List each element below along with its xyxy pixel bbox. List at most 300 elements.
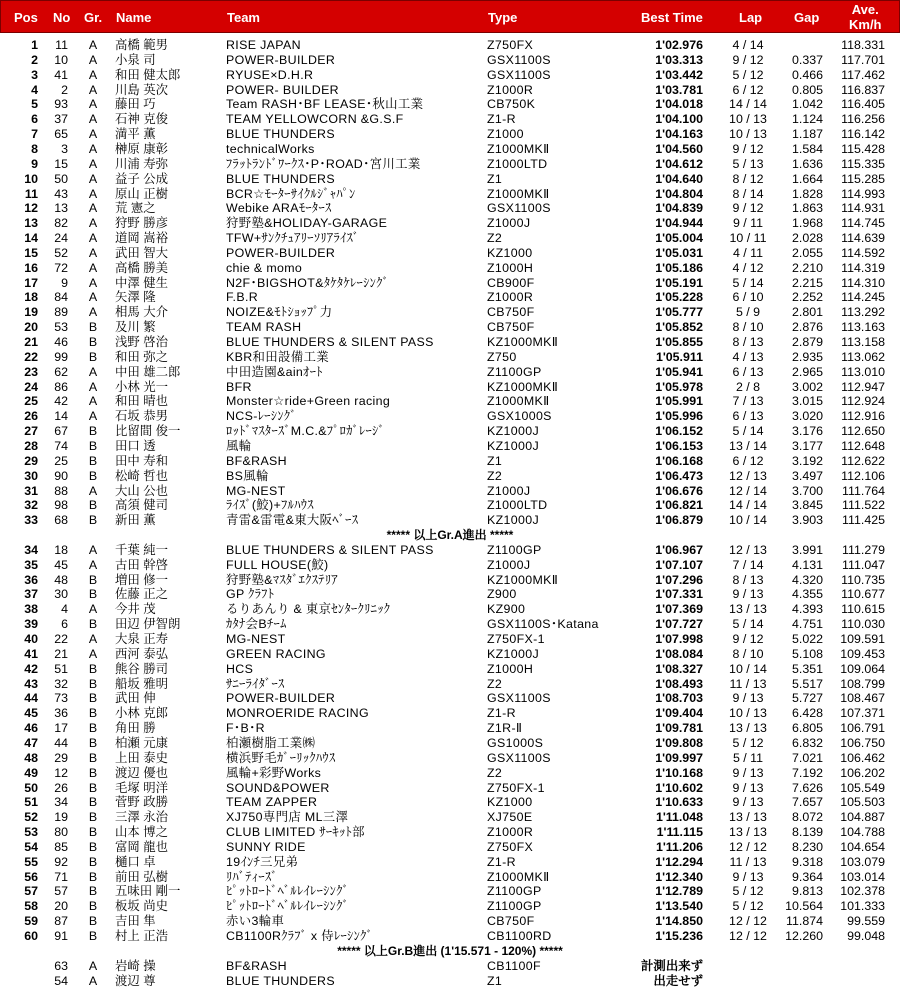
table-row [0, 662, 900, 677]
cell-team: ﾗｲｽﾞ(鮫)+ﾌﾙﾊｳｽ [226, 498, 314, 513]
cell-gap: 8.139 [791, 825, 823, 840]
cell-name: 前田 弘樹 [115, 869, 169, 884]
cell-name: 満平 薫 [115, 127, 156, 142]
cell-gap: 2.801 [791, 305, 823, 320]
table-row [0, 721, 900, 736]
cell-no: 29 [54, 750, 68, 765]
cell-pos: 10 [24, 171, 38, 186]
cell-gr: B [88, 735, 98, 750]
cell-ave: 112.650 [841, 424, 885, 439]
cell-team: POWER- BUILDER [226, 82, 339, 97]
cell-no: 42 [54, 394, 68, 409]
cell-type: Z1000H [487, 661, 534, 676]
cell-name: 上田 泰史 [115, 750, 169, 765]
table-row [0, 691, 900, 706]
cell-pos: 37 [24, 587, 38, 602]
cell-name: 西河 泰弘 [115, 646, 169, 661]
cell-gr: A [88, 171, 98, 186]
cell-type: CB750F [487, 305, 535, 320]
cell-best: 1'06.879 [655, 513, 703, 528]
cell-no: 34 [54, 795, 68, 810]
cell-pos: 11 [24, 186, 38, 201]
cell-type: GSX1100S [487, 691, 551, 706]
cell-ave: 99.048 [847, 929, 885, 943]
cell-gap: 4.320 [791, 572, 823, 587]
cell-team: RISE JAPAN [226, 38, 301, 52]
cell-team: BLUE THUNDERS [226, 973, 335, 988]
table-row [0, 246, 900, 261]
cell-lap: 8 / 10 [732, 320, 764, 335]
cell-team: SUNNY RIDE [226, 839, 306, 854]
cell-gap: 1.584 [791, 141, 823, 156]
cell-no: 41 [54, 67, 68, 82]
cell-name: 田中 寿和 [115, 453, 169, 468]
cell-name: 川浦 寿弥 [115, 156, 169, 171]
cell-best: 1'06.967 [655, 542, 703, 557]
cell-gr: B [88, 513, 98, 528]
cell-type: Z2 [487, 676, 503, 691]
cell-lap: 6 / 12 [732, 453, 764, 468]
cell-pos: 52 [24, 810, 38, 825]
cell-no: 99 [54, 349, 68, 364]
cell-ave: 114.639 [841, 231, 885, 246]
cell-lap: 6 / 13 [732, 409, 764, 424]
table-row [0, 914, 900, 929]
cell-gr: B [88, 424, 98, 439]
cell-pos: 58 [24, 899, 38, 914]
cell-team: BLUE THUNDERS [226, 127, 335, 142]
cell-name: 榊原 康彰 [115, 141, 169, 156]
cell-name: 浅野 啓治 [115, 335, 169, 349]
cell-gr: B [88, 929, 98, 943]
cell-gr: A [88, 82, 98, 97]
cell-lap: 14 / 14 [729, 97, 767, 112]
cell-ave: 117.462 [841, 67, 885, 82]
table-row [0, 394, 900, 409]
cell-name: 狩野 勝彦 [115, 216, 169, 231]
cell-best: 1'05.004 [655, 231, 703, 246]
cell-name: 岩崎 操 [115, 958, 156, 973]
cell-pos: 44 [24, 691, 38, 706]
cell-gap: 3.002 [791, 379, 823, 394]
cell-no: 18 [54, 542, 68, 557]
cell-name: 増田 修一 [115, 572, 169, 587]
cell-team: 狩野塾&HOLIDAY-GARAGE [226, 216, 388, 231]
cell-team: F･B･R [226, 721, 265, 736]
cell-lap: 10 / 13 [729, 127, 767, 142]
cell-ave: 114.592 [841, 245, 885, 260]
cell-gr: A [88, 245, 98, 260]
cell-team: 青雷&雷電&東大阪ﾍﾞｰｽ [226, 513, 359, 528]
table-row [0, 781, 900, 796]
cell-team: BFR [226, 379, 252, 394]
cell-no: 44 [54, 735, 68, 750]
cell-lap: 8 / 14 [732, 186, 764, 201]
cell-gr: A [88, 602, 98, 617]
table-row [0, 855, 900, 870]
cell-gr: B [88, 468, 98, 483]
cell-pos: 25 [24, 394, 38, 409]
table-row [0, 424, 900, 439]
cell-gap: 9.813 [791, 884, 823, 899]
cell-pos: 34 [24, 542, 38, 557]
table-row [0, 484, 900, 499]
cell-ave: 102.378 [840, 884, 885, 899]
cell-type: Z1000LTD [487, 498, 548, 513]
cell-name: 樋口 卓 [115, 854, 156, 869]
cell-ave: 116.142 [841, 127, 885, 142]
cell-no: 17 [54, 721, 68, 736]
cell-best: 1'06.473 [655, 468, 703, 483]
cell-team: ﾛｯﾄﾞﾏｽﾀｰｽﾞM.C.&ﾌﾟﾛｶﾞﾚｰｼﾞ [226, 424, 385, 439]
cell-best: 1'09.404 [655, 706, 703, 721]
cell-no: 45 [54, 557, 68, 572]
cell-ave: 112.106 [841, 468, 885, 483]
cell-pos: 31 [24, 483, 38, 498]
cell-pos: 46 [24, 721, 38, 736]
cell-ave: 101.333 [840, 899, 885, 914]
table-row [0, 335, 900, 350]
cell-ave: 111.425 [842, 513, 885, 528]
table-row [0, 795, 900, 810]
cell-best: 1'07.727 [655, 617, 703, 632]
cell-team: ﾌﾗｯﾄﾗﾝﾄﾞﾜｰｸｽ･P･ROAD･宮川工業 [226, 156, 421, 171]
cell-gap: 1.664 [791, 171, 823, 186]
cell-gr: B [88, 706, 98, 721]
table-row [0, 929, 900, 944]
cell-name: 山本 博之 [115, 825, 169, 840]
cell-name: 新田 薫 [115, 513, 156, 528]
cell-team: GP ｸﾗﾌﾄ [226, 587, 275, 602]
cell-gr: A [88, 542, 98, 557]
cell-name: 板坂 尚史 [115, 899, 169, 914]
cell-no: 67 [54, 424, 68, 439]
cell-name: 松崎 哲也 [115, 468, 169, 483]
cell-name: 佐藤 正之 [115, 587, 169, 602]
cell-type: Z1 [487, 453, 503, 468]
cell-type: GSX1100S [487, 67, 551, 82]
header-team: Team [227, 10, 260, 25]
cell-gr: A [88, 156, 98, 171]
cell-gr: A [88, 38, 98, 52]
cell-lap: 10 / 14 [729, 661, 767, 676]
cell-type: Z1000R [487, 290, 534, 305]
cell-best: 1'04.018 [655, 97, 703, 112]
cell-gap: 1.968 [791, 216, 823, 231]
table-row [0, 810, 900, 825]
cell-gr: B [88, 572, 98, 587]
cell-best: 1'12.294 [655, 854, 703, 869]
cell-type: Z1000R [487, 825, 534, 840]
cell-ave: 115.428 [841, 141, 885, 156]
cell-lap: 5 / 9 [735, 305, 761, 320]
cell-gr: B [88, 780, 98, 795]
cell-gap: 3.176 [791, 424, 823, 439]
cell-type: GS1000S [487, 735, 544, 750]
cell-type: Z2 [487, 468, 503, 483]
cell-best: 1'08.493 [655, 676, 703, 691]
cell-type: GSX1100S･Katana [487, 617, 599, 632]
table-row [0, 543, 900, 558]
table-row [0, 959, 900, 974]
cell-type: Z2 [487, 231, 503, 246]
cell-gap: 2.028 [791, 231, 823, 246]
cell-pos: 15 [24, 245, 38, 260]
table-row [0, 677, 900, 692]
results-header [0, 0, 900, 33]
cell-ave: 106.462 [840, 750, 885, 765]
cell-gap: 2.879 [791, 335, 823, 349]
cell-type: Z750FX [487, 38, 534, 52]
cell-pos: 47 [24, 735, 38, 750]
cell-team: N2F･BIGSHOT&ﾀｹﾀｹﾚｰｼﾝｸﾞ [226, 275, 389, 290]
cell-team: POWER-BUILDER [226, 691, 336, 706]
cell-no: 22 [54, 632, 68, 646]
cell-best: 1'11.206 [655, 839, 703, 854]
cell-type: GSX1100S [487, 750, 551, 765]
cell-team: chie & momo [226, 260, 303, 275]
cell-team: MG-NEST [226, 632, 286, 646]
cell-type: KZ1000J [487, 424, 540, 439]
cell-lap: 13 / 14 [729, 438, 767, 453]
cell-best: 1'12.789 [655, 884, 703, 899]
cell-best: 1'06.152 [655, 424, 703, 439]
cell-name: 高須 健司 [115, 498, 169, 513]
cell-no: 32 [54, 676, 68, 691]
cell-team: るりあんり & 東京ｾﾝﾀｰｸﾘﾆｯｸ [226, 602, 391, 617]
cell-ave: 112.916 [841, 409, 885, 424]
cell-type: KZ1000MKⅡ [487, 335, 559, 349]
cell-ave: 117.701 [841, 52, 885, 67]
cell-gap: 6.428 [791, 706, 823, 721]
cell-team: 狩野塾&ﾏｽﾀﾞｴｸｽﾃﾘｱ [226, 572, 338, 587]
cell-no: 11 [55, 38, 68, 52]
cell-team: MONROERIDE RACING [226, 706, 369, 721]
cell-pos: 59 [24, 914, 38, 929]
cell-pos: 56 [24, 869, 38, 884]
cell-best: 1'05.228 [655, 290, 703, 305]
cell-no: 62 [54, 364, 68, 379]
cell-gap: 1.828 [791, 186, 823, 201]
cell-name: 小林 克郎 [115, 706, 169, 721]
cell-lap: 9 / 12 [732, 141, 764, 156]
cell-name: 吉田 隼 [115, 914, 156, 929]
cell-no: 87 [54, 914, 68, 929]
cell-lap: 5 / 14 [732, 617, 764, 632]
cell-team: BLUE THUNDERS [226, 171, 335, 186]
cell-ave: 116.256 [841, 112, 885, 127]
cell-no: 14 [54, 409, 68, 424]
cell-no: 98 [54, 498, 68, 513]
cell-best: 1'08.327 [655, 661, 703, 676]
cell-ave: 111.522 [842, 498, 885, 513]
cell-name: 大泉 正寿 [115, 632, 169, 646]
cell-gap: 7.192 [791, 765, 823, 780]
cell-gr: B [88, 750, 98, 765]
cell-name: 船坂 雅明 [115, 676, 169, 691]
cell-lap: 5 / 12 [732, 899, 764, 914]
cell-gap: 3.991 [791, 542, 823, 557]
cell-best: 1'05.996 [655, 409, 703, 424]
cell-no: 80 [54, 825, 68, 840]
cell-best: 1'06.821 [655, 498, 703, 513]
cell-no: 88 [54, 483, 68, 498]
cell-type: Z1100GP [487, 364, 542, 379]
table-row [0, 469, 900, 484]
group-separator: ***** 以上Gr.A進出 ***** [386, 528, 514, 543]
cell-gap: 6.832 [791, 735, 823, 750]
table-row [0, 632, 900, 647]
cell-best: 1'06.153 [655, 438, 703, 453]
table-row [0, 498, 900, 513]
cell-team: ｻﾆｰﾗｲﾀﾞｰｽ [226, 676, 285, 691]
table-row [0, 187, 900, 202]
cell-pos: 57 [24, 884, 38, 899]
cell-team: BLUE THUNDERS & SILENT PASS [226, 335, 434, 349]
table-row [0, 454, 900, 469]
cell-gr: B [88, 676, 98, 691]
cell-gap: 1.124 [791, 112, 823, 127]
table-row [0, 899, 900, 914]
cell-gap: 8.072 [791, 810, 823, 825]
cell-no: 73 [54, 691, 68, 706]
cell-pos: 40 [24, 632, 38, 646]
cell-type: Z900 [487, 587, 517, 602]
cell-gr: A [88, 231, 98, 246]
cell-lap: 12 / 12 [729, 839, 767, 854]
cell-lap: 12 / 13 [729, 468, 767, 483]
header-no: No [53, 10, 71, 25]
cell-ave: 114.745 [841, 216, 885, 231]
cell-best: 1'08.084 [655, 646, 703, 661]
cell-team: XJ750専門店 ML三澤 [226, 810, 349, 825]
header-type: Type [488, 10, 518, 25]
cell-ave: 103.014 [840, 869, 885, 884]
cell-gap: 11.874 [786, 914, 823, 929]
cell-gap: 3.497 [791, 468, 823, 483]
cell-lap: 12 / 14 [729, 483, 767, 498]
cell-best: 1'07.296 [655, 572, 703, 587]
cell-best: 1'05.777 [655, 305, 703, 320]
cell-gap: 9.318 [791, 854, 823, 869]
table-row [0, 276, 900, 291]
cell-lap: 5 / 12 [732, 884, 764, 899]
cell-name: 石神 克俊 [115, 112, 169, 127]
cell-ave: 113.158 [841, 335, 885, 349]
cell-pos: 55 [24, 854, 38, 869]
cell-best: 1'05.941 [655, 364, 703, 379]
cell-name: 矢澤 隆 [115, 290, 156, 305]
table-row [0, 884, 900, 899]
cell-best: 1'07.998 [655, 632, 703, 646]
cell-pos: 39 [24, 617, 38, 632]
cell-pos: 41 [24, 646, 38, 661]
cell-team: 横浜野毛ｶﾞｰﾘｯｸﾊｳｽ [226, 750, 336, 765]
table-row [0, 365, 900, 380]
cell-pos: 18 [24, 290, 38, 305]
cell-name: 三澤 永治 [115, 810, 169, 825]
cell-gap: 5.108 [791, 646, 823, 661]
cell-pos: 38 [24, 602, 38, 617]
cell-gap: 2.965 [791, 364, 823, 379]
cell-gr: A [88, 394, 98, 409]
cell-gr: B [88, 884, 98, 899]
cell-team: POWER-BUILDER [226, 245, 336, 260]
cell-pos: 53 [24, 825, 38, 840]
cell-gap: 7.626 [791, 780, 823, 795]
cell-lap: 6 / 13 [732, 364, 764, 379]
cell-pos: 2 [31, 52, 38, 67]
cell-gap: 1.863 [791, 201, 823, 216]
cell-no: 46 [54, 335, 68, 349]
cell-no: 6 [61, 617, 68, 632]
cell-ave: 108.467 [840, 691, 885, 706]
cell-team: Team RASH･BF LEASE･秋山工業 [226, 97, 424, 112]
cell-lap: 5 / 12 [732, 735, 764, 750]
cell-pos: 24 [24, 379, 38, 394]
cell-no: 13 [54, 201, 68, 216]
cell-gr: A [88, 112, 98, 127]
cell-gap: 5.727 [791, 691, 823, 706]
cell-type: Z1000J [487, 557, 531, 572]
cell-type: KZ1000J [487, 438, 540, 453]
cell-type: Z1000 [487, 127, 524, 142]
table-row [0, 127, 900, 142]
cell-no: 82 [54, 216, 68, 231]
cell-name: 田口 透 [115, 438, 156, 453]
cell-no: 37 [54, 112, 68, 127]
cell-type: Z1000MKⅡ [487, 394, 550, 409]
cell-no: 24 [54, 231, 68, 246]
cell-ave: 110.677 [841, 587, 885, 602]
cell-best: 1'05.855 [655, 335, 703, 349]
cell-best: 1'07.369 [655, 602, 703, 617]
cell-type: CB1100RD [487, 929, 552, 943]
header-best-time: Best Time [641, 10, 703, 25]
cell-gr: A [88, 275, 98, 290]
cell-gap: 8.230 [791, 839, 823, 854]
cell-name: 藤田 巧 [115, 97, 156, 112]
cell-type: XJ750E [487, 810, 533, 825]
cell-no: 63 [54, 958, 68, 973]
table-row [0, 573, 900, 588]
cell-team: BLUE THUNDERS & SILENT PASS [226, 542, 434, 557]
cell-lap: 8 / 10 [732, 646, 764, 661]
cell-lap: 13 / 13 [729, 825, 767, 840]
cell-type: GSX1100S [487, 52, 551, 67]
header-gap: Gap [794, 10, 820, 25]
table-row [0, 766, 900, 781]
cell-ave: 108.799 [840, 676, 885, 691]
cell-team: TEAM YELLOWCORN &G.S.F [226, 112, 404, 127]
cell-lap: 12 / 12 [729, 914, 767, 929]
cell-name: 原山 正樹 [115, 186, 169, 201]
cell-ave: 114.310 [841, 275, 885, 290]
cell-pos: 32 [24, 498, 38, 513]
cell-name: 毛塚 明洋 [115, 780, 169, 795]
cell-type: Z1100GP [487, 899, 542, 914]
table-row [0, 751, 900, 766]
cell-team: GREEN RACING [226, 646, 326, 661]
cell-pos: 35 [24, 557, 38, 572]
cell-type: Z1-R [487, 112, 516, 127]
cell-type: GSX1100S [487, 201, 551, 216]
cell-best: 1'09.808 [655, 735, 703, 750]
cell-lap: 5 / 11 [732, 750, 764, 765]
cell-gap: 1.042 [791, 97, 823, 112]
cell-best: 1'09.781 [655, 721, 703, 736]
cell-gr: A [88, 364, 98, 379]
